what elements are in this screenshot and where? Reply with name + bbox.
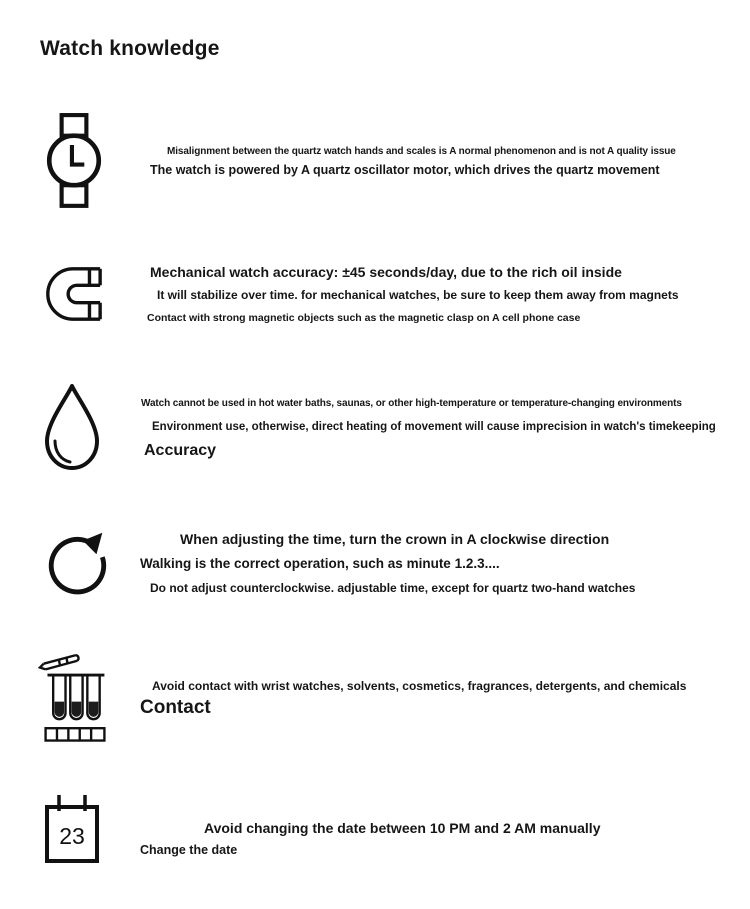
calendar-icon bbox=[42, 791, 102, 869]
magnet-icon bbox=[42, 263, 104, 325]
section-2-line-1: Mechanical watch accuracy: ±45 seconds/day, due to the rich oil inside bbox=[150, 264, 622, 280]
water-drop-icon bbox=[40, 380, 104, 474]
section-2-line-3: Contact with strong magnetic objects such as the magnetic clasp on A cell phone case bbox=[147, 312, 581, 324]
magnet-inner-arc bbox=[68, 285, 100, 302]
section-5-heading: Contact bbox=[140, 697, 211, 718]
watch-hands bbox=[72, 145, 84, 165]
calendar-day-number: 23 bbox=[59, 823, 85, 849]
page-title: Watch knowledge bbox=[40, 37, 220, 60]
section-4-line-1: When adjusting the time, turn the crown in A clockwise direction bbox=[180, 531, 610, 547]
section-4-line-2: Walking is the correct operation, such as minute 1.2.3.... bbox=[140, 556, 500, 571]
section-3-line-2: Environment use, otherwise, direct heating of movement will cause imprecision in watch's timekeeping bbox=[152, 421, 716, 433]
section-3-line-1: Watch cannot be used in hot water baths, saunas, or other high-temperature or temperature-changing environments bbox=[141, 398, 682, 409]
test-tube-3 bbox=[87, 675, 99, 719]
rack-base bbox=[46, 728, 105, 740]
drop-outline bbox=[47, 386, 97, 468]
section-2-line-2: It will stabilize over time. for mechanical watches, be sure to keep them away from magnets bbox=[157, 288, 679, 302]
section-3-heading: Accuracy bbox=[144, 442, 217, 459]
section-5-line-1: Avoid contact with wrist watches, solvents, cosmetics, fragrances, detergents, and chemicals bbox=[152, 679, 687, 693]
tilted-tube bbox=[40, 655, 79, 669]
test-tube-1 bbox=[53, 675, 65, 719]
wristwatch-icon bbox=[45, 112, 103, 211]
magnet-outer-arc bbox=[48, 269, 100, 319]
arrow-head bbox=[83, 533, 102, 554]
section-1-line-1: Misalignment between the quartz watch hands and scales is A normal phenomenon and is not A quality issue bbox=[167, 146, 676, 157]
watch-strap-bottom bbox=[62, 185, 87, 206]
test-tubes-icon bbox=[38, 643, 112, 747]
section-6-line-2: Change the date bbox=[140, 843, 238, 857]
test-tube-2 bbox=[70, 675, 82, 719]
section-4-line-3: Do not adjust counterclockwise. adjustable time, except for quartz two-hand watches bbox=[150, 581, 636, 595]
section-1-line-2: The watch is powered by A quartz oscillator motor, which drives the quartz movement bbox=[150, 163, 660, 177]
watch-strap-top bbox=[62, 115, 87, 136]
clockwise-arrow-icon bbox=[42, 521, 114, 603]
section-6-line-1: Avoid changing the date between 10 PM and 2 AM manually bbox=[204, 820, 601, 836]
drop-highlight bbox=[55, 441, 70, 462]
